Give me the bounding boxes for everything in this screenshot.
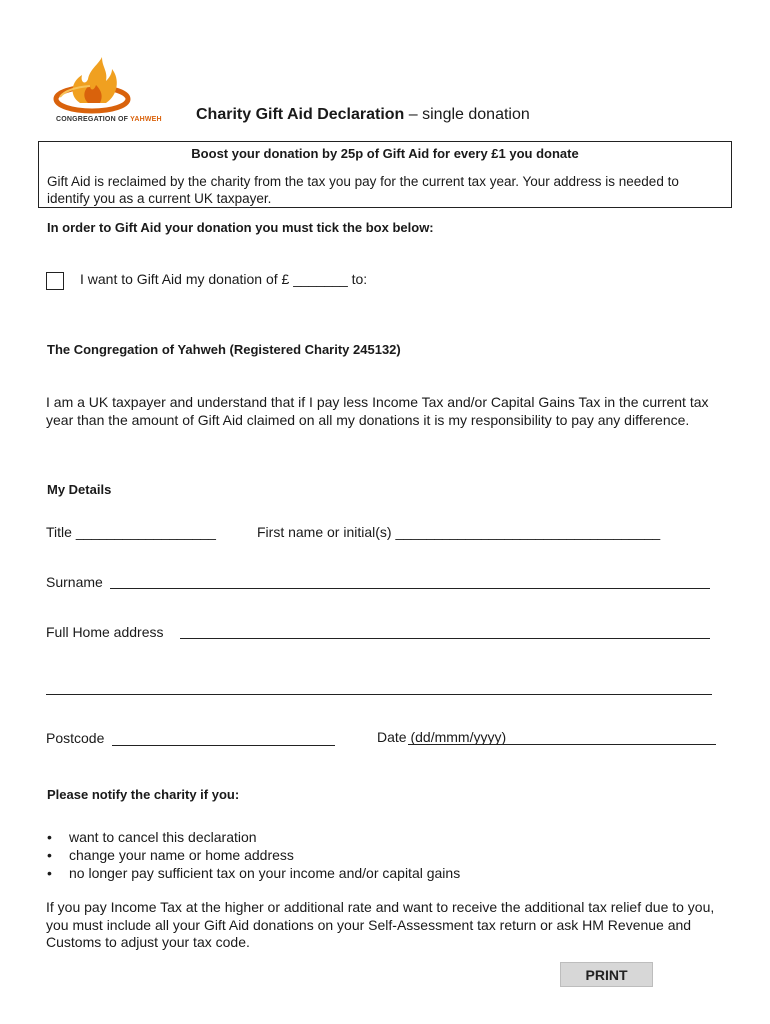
gift-aid-checkbox-label: I want to Gift Aid my donation of £ _______ to: — [80, 271, 368, 287]
address-input-line-1[interactable] — [180, 638, 710, 639]
gift-aid-checkbox[interactable] — [46, 272, 64, 290]
address-input-line-2[interactable] — [46, 694, 712, 695]
date-label: Date (dd/mmm/yyyy) — [377, 729, 507, 745]
list-item: • want to cancel this declaration — [46, 828, 460, 846]
charity-name: The Congregation of Yahweh (Registered Charity 245132) — [47, 342, 401, 357]
print-button[interactable]: PRINT — [560, 962, 653, 987]
info-box-heading: Boost your donation by 25p of Gift Aid for every £1 you donate — [191, 146, 579, 161]
title-field[interactable]: Title __________________ — [46, 524, 216, 540]
tick-instruction: In order to Gift Aid your donation you must tick the box below: — [47, 220, 434, 235]
notify-list — [46, 828, 460, 882]
gift-aid-info-box — [38, 141, 732, 208]
surname-input-line[interactable] — [110, 588, 710, 589]
info-box-body: Gift Aid is reclaimed by the charity from the tax you pay for the current tax year. Your address is needed to identify you as a current UK taxpayer. — [47, 174, 679, 206]
list-item: • no longer pay sufficient tax on your income and/or capital gains — [46, 864, 460, 882]
my-details-heading: My Details — [47, 482, 112, 497]
notify-heading: Please notify the charity if you: — [47, 787, 240, 802]
logo-wordmark: CONGREGATION OF YAHWEH — [56, 116, 162, 123]
first-name-field[interactable]: First name or initial(s) __________________________________ — [257, 524, 661, 540]
surname-label: Surname — [46, 574, 103, 590]
date-input-line[interactable] — [408, 744, 716, 745]
list-item: • change your name or home address — [46, 846, 460, 864]
taxpayer-declaration: I am a UK taxpayer and understand that if I pay less Income Tax and/or Capital Gains Tax in the current tax year than the amount of Gift Aid claimed on all my donations it is my responsibility to pay any difference. — [46, 394, 709, 428]
address-label: Full Home address — [46, 624, 164, 640]
postcode-input-line[interactable] — [112, 745, 335, 746]
postcode-label: Postcode — [46, 730, 105, 746]
higher-rate-note: If you pay Income Tax at the higher or additional rate and want to receive the additional tax relief due to you, you must include all your Gift Aid donations on your Self-Assessment tax return or ask HM Revenue and Customs to adjust your tax code. — [46, 899, 715, 950]
page-title: Charity Gift Aid Declaration – single donation — [196, 106, 530, 123]
